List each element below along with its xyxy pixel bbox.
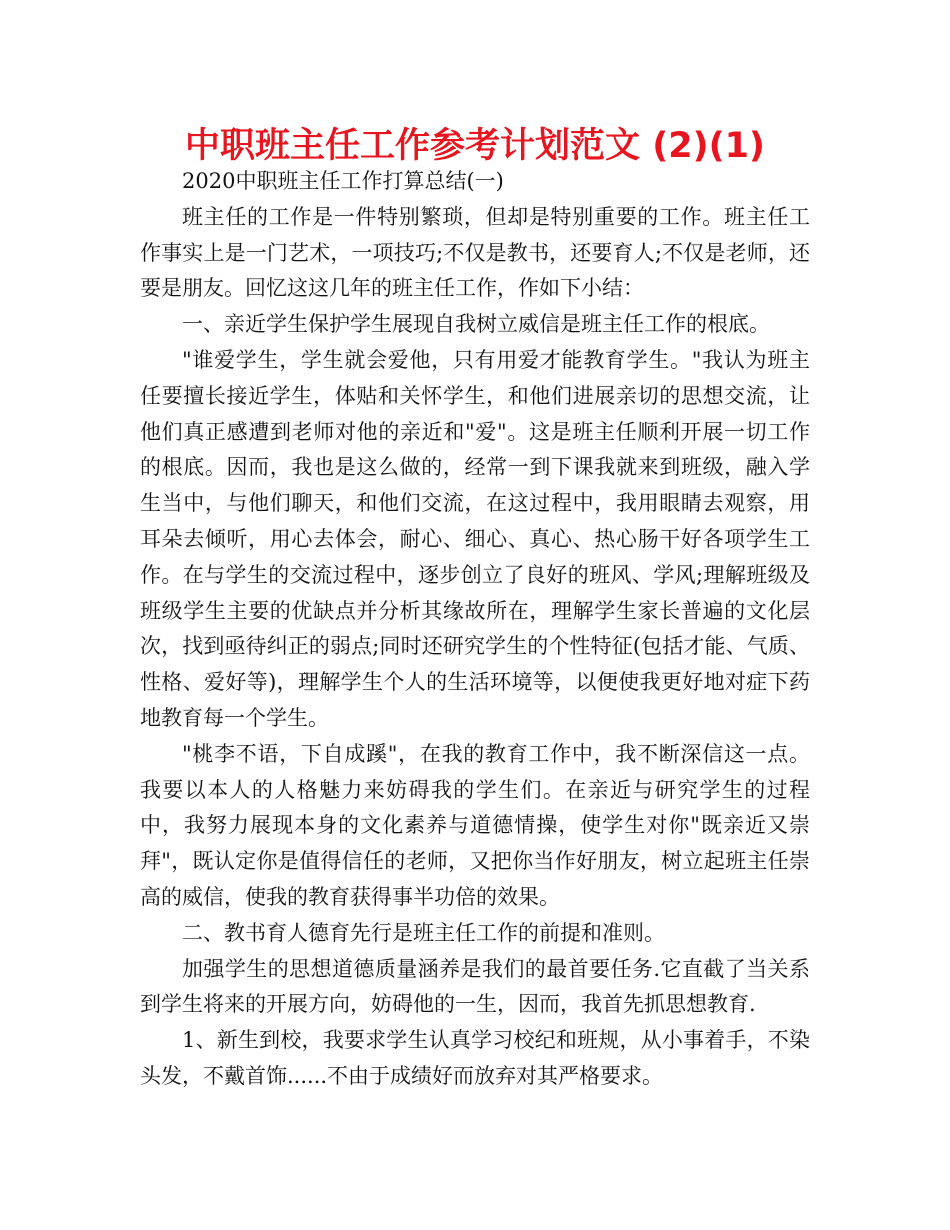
paragraph-love-students: "谁爱学生，学生就会爱他，只有用爱才能教育学生。"我认为班主任要擅长接近学生，体贴和关怀学生，和他们进展亲切的思想交流，让他们真正感遭到老师对他的亲近和"爱"。这是班主任顺利开展一切工作的根底。因而，我也是这么做的，经常一到下课我就来到班级，融入学生当中，与他们聊天，和他们交流，在这过程中，我用眼睛去观察，用耳朵去倾听，用心去体会，耐心、细心、真心、热心肠干好各项学生工作。在与学生的交流过程中，逐步创立了良好的班风、学风;理解班级及班级学生主要的优缺点并分析其缘故所在，理解学生家长普遍的文化层次，找到亟待纠正的弱点;同时还研究学生的个性特征(包括才能、气质、性格、爱好等)，理解学生个人的生活环境等，以便使我更好地对症下药地教育每一个学生。 xyxy=(140,347,810,730)
document-subtitle: 2020中职班主任工作打算总结(一) xyxy=(182,169,504,193)
paragraph-personal-charm: "桃李不语，下自成蹊"，在我的教育工作中，我不断深信这一点。我要以本人的人格魅力来妨碍我的学生们。在亲近与研究学生的过程中，我努力展现本身的文化素养与道德情操，使学生对你"既亲近又崇拜"，既认定你是值得信任的老师，又把你当作好朋友，树立起班主任崇高的威信，使我的教育获得事半功倍的效果。 xyxy=(140,741,810,909)
paragraph-intro: 班主任的工作是一件特别繁琐，但却是特别重要的工作。班主任工作事实上是一门艺术，一项技巧;不仅是教书，还要育人;不仅是老师，还要是朋友。回忆这这几年的班主任工作，作如下小结： xyxy=(140,204,810,301)
document-body xyxy=(140,164,810,1095)
paragraph-new-students: 1、新生到校，我要求学生认真学习校纪和班规，从小事着手，不染头发，不戴首饰......不由于成绩好而放弃对其严格要求。 xyxy=(140,1028,810,1088)
section-heading-1: 一、亲近学生保护学生展现自我树立威信是班主任工作的根底。 xyxy=(182,312,770,337)
paragraph-moral-education: 加强学生的思想道德质量涵养是我们的最首要任务.它直截了当关系到学生将来的开展方向，妨碍他的一生，因而，我首先抓思想教育. xyxy=(140,956,810,1017)
section-heading-2: 二、教书育人德育先行是班主任工作的前提和准则。 xyxy=(182,920,665,945)
document-title: 中职班主任工作参考计划范文 (2)(1) xyxy=(185,126,765,166)
